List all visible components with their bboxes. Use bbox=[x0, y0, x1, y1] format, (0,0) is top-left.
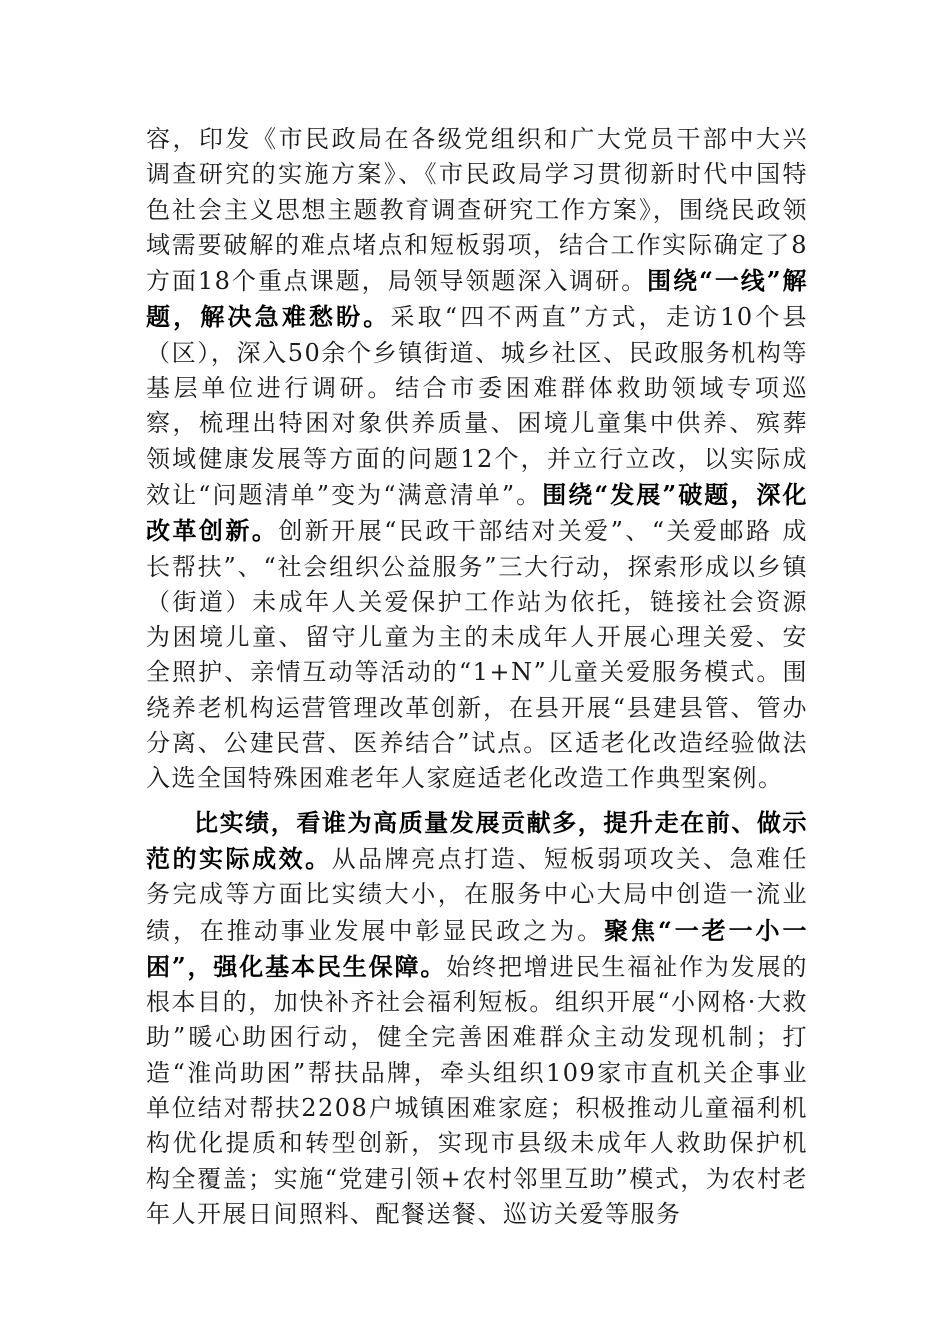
paragraph-text: 创新开展“民政干部结对关爱”、“关爱邮路 成长帮扶”、“社会组织公益服务”三大行动，探索形成以乡镇（街道）未成年人关爱保护工作站为依托，链接社会资源为困境儿童、留守儿童为主的未成年人开展心理关爱、安全照护、亲情互动等活动的“1+N”儿童关爱服务模式。围绕养老机构运营管理改革创新，在县开展“县建县管、管办分离、公建民营、医养结合”试点。区适老化改造经验做法入选全国特殊困难老年人家庭适老化改造工作典型案例。 bbox=[146, 517, 809, 793]
paragraph-text: 从品牌亮点打造、短板弱项攻关、急难任务完成等方面比实绩大小，在服务中心大局中创造一流业绩，在推动事业发展中彰显民政之为。 bbox=[146, 844, 809, 945]
paragraph-research bbox=[146, 122, 808, 797]
paragraph-text: 采取“四不两直”方式，走访10个县（区），深入50余个乡镇街道、城乡社区、民政服务机构等基层单位进行调研。结合市委困难群体救助领域专项巡察，梳理出特困对象供养质量、困境儿童集中供养、殡葬领域健康发展等方面的问题12个，并立行立改，以实际成效让“问题清单”变为“满意清单”。 bbox=[146, 303, 809, 509]
bold-heading-livelihood: 聚焦“一老一小一困”，强化基本民生保障。 bbox=[146, 915, 808, 981]
bold-heading-development: 围绕“发展”破题，深化改革创新。 bbox=[146, 479, 808, 546]
bold-heading-frontline: 围绕“一线”解题，解决急难愁盼。 bbox=[146, 266, 809, 332]
paragraph-text: 始终把增进民生福祉作为发展的根本目的，加快补齐社会福利短板。组织开展“小网格·大救助”暖心助困行动，健全完善困难群众主动发现机制；打造“淮尚助困”帮扶品牌，牵头组织109家市直机关企事业单位结对帮扶2208户城镇困难家庭；积极推动儿童福利机构优化提质和转型创新，实现市县级未成年人救助保护机构全覆盖；实施“党建引领+农村邻里互助”模式，为农村老年人开展日间照料、配餐送餐、巡访关爱等服务 bbox=[146, 952, 808, 1228]
paragraph-text: 容，印发《市民政局在各级党组织和广大党员干部中大兴调查研究的实施方案》、《市民政局学习贯彻新时代中国特色社会主义思想主题教育调查研究工作方案》，围绕民政领域需要破解的难点堵点和短板弱项，结合工作实际确定了8方面18个重点课题，局领导领题深入调研。 bbox=[146, 125, 808, 296]
document-body bbox=[146, 122, 808, 1232]
paragraph-achievements bbox=[146, 805, 808, 1233]
bold-heading-achievements: 比实绩，看谁为高质量发展贡献多，提升走在前、做示范的实际成效。 bbox=[146, 807, 808, 873]
